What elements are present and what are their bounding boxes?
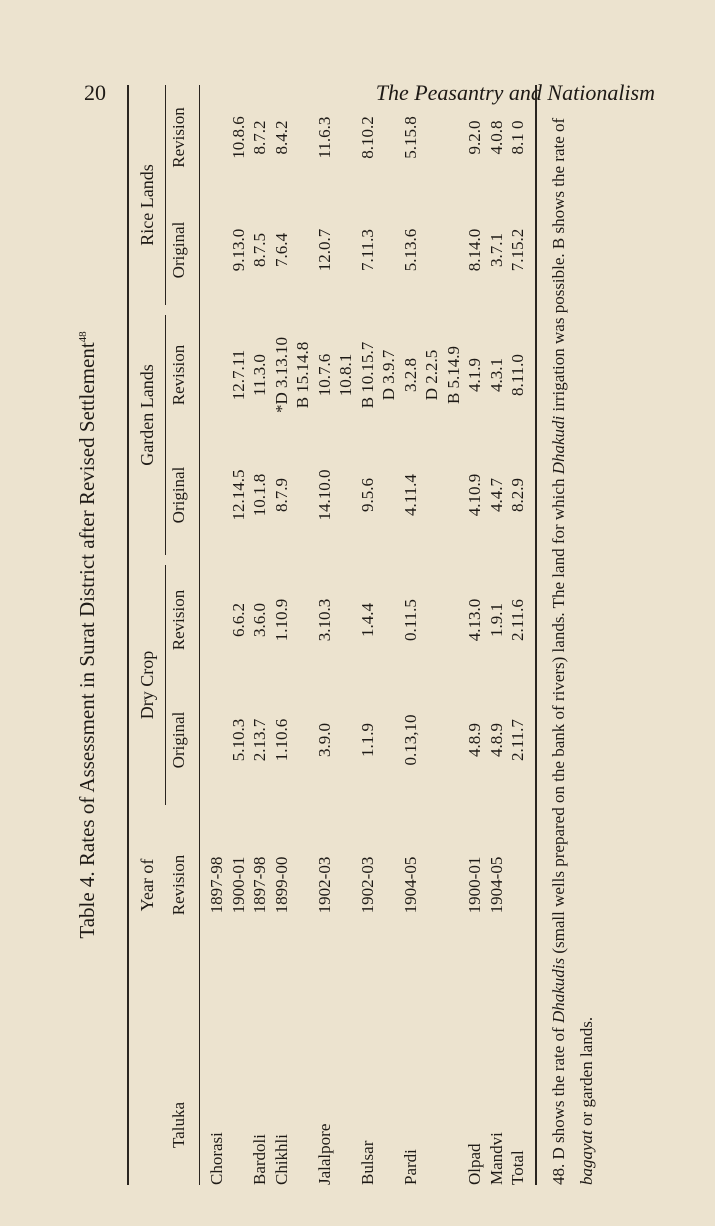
cell-taluka: Mandvi xyxy=(487,1132,506,1185)
cell-dry-original: 4.8.9 xyxy=(487,723,506,757)
cell-garden-revision: 12.7.11 xyxy=(229,349,248,401)
cell-rice-revision: 11.6.3 xyxy=(315,116,334,159)
cell-garden-revision: 8.11.0 xyxy=(508,354,527,396)
cell-rice-original: 3.7.1 xyxy=(487,233,506,267)
header-dry-original: Original xyxy=(169,711,188,769)
cell-dry-original: 5.10.3 xyxy=(229,718,248,762)
cell-rice-original: 5.13.6 xyxy=(401,228,420,272)
cell-garden-revision: 10.8.1 xyxy=(336,353,355,397)
cell-rice-original: 7.15.2 xyxy=(508,228,527,272)
footnote-text-1: 48. D shows the rate of xyxy=(549,1023,568,1185)
header-garden-revision: Revision xyxy=(169,344,188,406)
cell-garden-original: 4.11.4 xyxy=(401,474,420,516)
header-rice-revision: Revision xyxy=(169,107,188,168)
cell-garden-revision: 3.2.8 xyxy=(401,358,420,392)
cell-rice-original: 8.14.0 xyxy=(465,228,484,272)
cell-rice-original: 7.11.3 xyxy=(358,229,377,271)
cell-dry-revision: 4.13.0 xyxy=(465,598,484,642)
cell-dry-original: 3.9.0 xyxy=(315,723,334,757)
footnote xyxy=(545,85,601,1185)
header-rice-original: Original xyxy=(169,221,188,279)
rotated-table-block xyxy=(75,85,635,1185)
cell-year: 1902-03 xyxy=(315,856,334,914)
header-rice-lands: Rice Lands xyxy=(137,164,157,246)
cell-rice-revision: 8.4.2 xyxy=(272,120,291,155)
cell-garden-revision: 4.1.9 xyxy=(465,358,484,392)
cell-dry-original: 1.10.6 xyxy=(272,718,291,762)
rice-lands-rule xyxy=(165,85,166,305)
header-taluka: Taluka xyxy=(169,1102,188,1149)
footnote-term-bagayat: bagayat xyxy=(577,1130,596,1185)
cell-garden-revision: B 10.15.7 xyxy=(358,341,377,409)
cell-rice-revision: 8.10.2 xyxy=(358,116,377,159)
cell-garden-revision: 11.3.0 xyxy=(250,354,269,396)
cell-taluka: Bardoli xyxy=(250,1134,269,1185)
cell-taluka: Chikhli xyxy=(272,1133,291,1185)
cell-dry-original: 2.13.7 xyxy=(250,718,269,762)
cell-rice-revision: 8.1 0 xyxy=(508,120,527,155)
cell-year: 1900-01 xyxy=(229,856,248,914)
cell-rice-revision: 8.7.2 xyxy=(250,120,269,155)
cell-taluka: Olpad xyxy=(465,1143,484,1185)
cell-year: 1897-98 xyxy=(207,856,226,914)
table-title xyxy=(75,85,100,1185)
cell-garden-revision: 10.7.6 xyxy=(315,353,334,397)
cell-dry-revision: 1.9.1 xyxy=(487,603,506,637)
dry-crop-rule xyxy=(165,565,166,805)
cell-dry-original: 4.8.9 xyxy=(465,723,484,757)
header-bottom-rule xyxy=(199,85,200,1185)
page-number: 20 xyxy=(84,80,106,105)
cell-garden-original: 4.4.7 xyxy=(487,478,506,512)
cell-year: 1897-98 xyxy=(250,856,269,914)
cell-rice-original: 9.13.0 xyxy=(229,228,248,272)
cell-dry-original: 0.13,10 xyxy=(401,714,420,766)
header-year-revision: Revision xyxy=(169,854,188,916)
cell-dry-revision: 1.4.4 xyxy=(358,603,377,637)
footnote-term-dhakudis: Dhakudis xyxy=(549,957,568,1024)
cell-taluka: Chorasi xyxy=(207,1132,226,1185)
cell-taluka: Total xyxy=(508,1150,527,1185)
cell-dry-revision: 3.10.3 xyxy=(315,598,334,642)
header-dry-crop: Dry Crop xyxy=(137,650,157,720)
cell-garden-original: 12.14.5 xyxy=(229,469,248,521)
cell-year: 1900-01 xyxy=(465,856,484,914)
cell-taluka: Bulsar xyxy=(358,1140,377,1185)
cell-taluka: Pardi xyxy=(401,1149,420,1185)
footnote-text-3: irrigation was possible. B shows the rate of xyxy=(549,117,568,416)
running-head: The Peasantry and Nationalism xyxy=(375,80,655,105)
cell-year: 1904-05 xyxy=(487,856,506,914)
table-title-text: Table 4. Rates of Assessment in Surat District after Revised Settlement xyxy=(75,342,99,939)
cell-rice-revision: 10.8.6 xyxy=(229,116,248,159)
header-dry-revision: Revision xyxy=(169,589,188,651)
cell-dry-revision: 3.6.0 xyxy=(250,603,269,637)
cell-garden-original: 8.2.9 xyxy=(508,478,527,512)
header-year-of: Year of xyxy=(137,858,157,912)
cell-rice-original: 12.0.7 xyxy=(315,228,334,272)
header-garden-original: Original xyxy=(169,466,188,524)
table-bottom-rule xyxy=(535,85,537,1185)
cell-garden-revision: 4.3.1 xyxy=(487,358,506,392)
cell-dry-revision: 1.10.9 xyxy=(272,598,291,642)
cell-garden-original: 8.7.9 xyxy=(272,478,291,512)
cell-rice-revision: 5.15.8 xyxy=(401,116,420,159)
garden-lands-rule xyxy=(165,315,166,555)
cell-dry-original: 1.1.9 xyxy=(358,723,377,757)
cell-rice-revision: 9.2.0 xyxy=(465,120,484,155)
table-top-rule xyxy=(127,85,129,1185)
cell-year: 1902-03 xyxy=(358,856,377,914)
cell-year: 1904-05 xyxy=(401,856,420,914)
cell-dry-revision: 6.6.2 xyxy=(229,603,248,637)
footnote-text-2: (small wells prepared on the bank of rivers) lands. The land for which xyxy=(549,474,568,958)
cell-garden-revision: B 5.14.9 xyxy=(444,345,463,405)
cell-garden-original: 9.5.6 xyxy=(358,478,377,512)
footnote-term-dhakudi: Dhakudi xyxy=(549,415,568,475)
cell-rice-original: 7.6.4 xyxy=(272,233,291,267)
cell-garden-revision: *D 3.13.10 xyxy=(272,336,291,414)
cell-rice-revision: 4.0.8 xyxy=(487,120,506,155)
footnote-text-4: or garden lands. xyxy=(577,1016,596,1131)
cell-year: 1899-00 xyxy=(272,856,291,914)
cell-garden-revision: D 3.9.7 xyxy=(379,349,398,401)
cell-dry-revision: 0.11.5 xyxy=(401,599,420,641)
cell-garden-revision: D 2.2.5 xyxy=(422,349,441,401)
cell-garden-revision: B 15.14.8 xyxy=(293,341,312,409)
cell-dry-revision: 2.11.6 xyxy=(508,599,527,641)
cell-garden-original: 14.10.0 xyxy=(315,469,334,521)
cell-rice-original: 8.7.5 xyxy=(250,233,269,267)
cell-garden-original: 10.1.8 xyxy=(250,473,269,517)
cell-taluka: Jalalpore xyxy=(315,1123,334,1185)
title-footnote-ref: 48 xyxy=(77,331,89,343)
header-garden-lands: Garden Lands xyxy=(137,364,157,466)
cell-garden-original: 4.10.9 xyxy=(465,473,484,517)
cell-dry-original: 2.11.7 xyxy=(508,719,527,761)
